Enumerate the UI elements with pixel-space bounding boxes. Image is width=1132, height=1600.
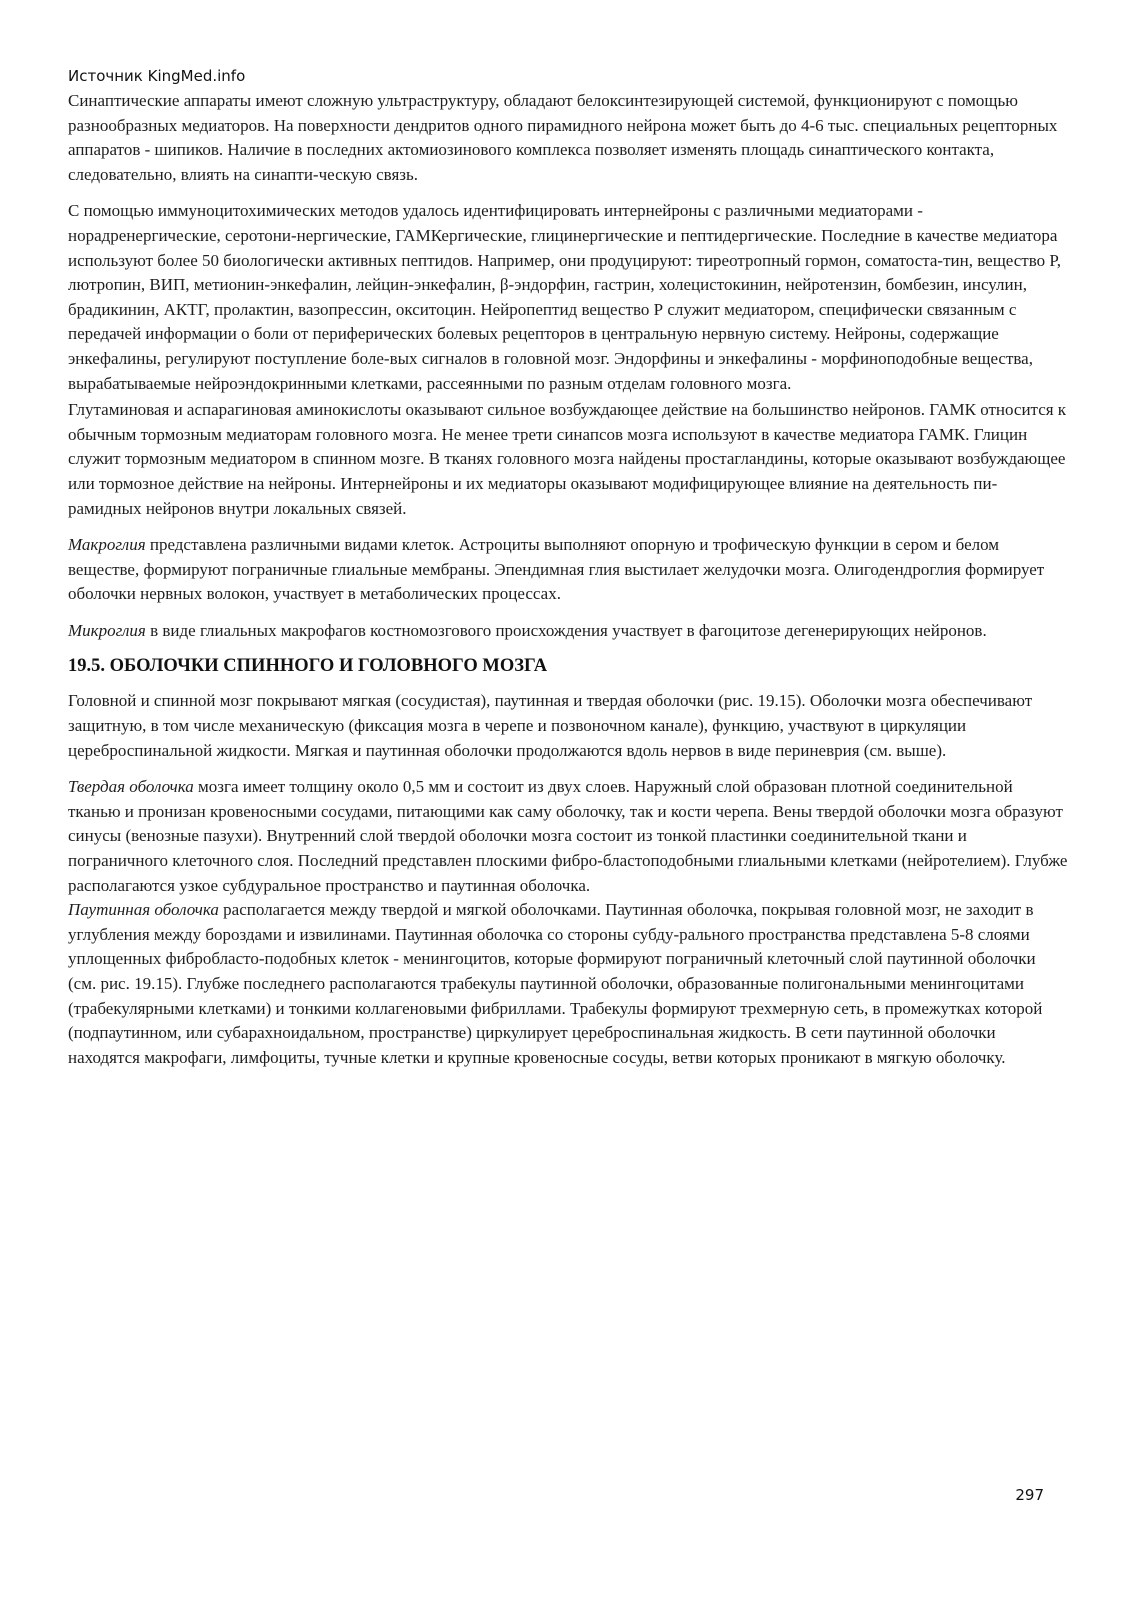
microglia-text: в виде глиальных макрофагов костномозгового происхождения участвует в фагоцитозе дегенерирующих нейронов. (145, 620, 987, 640)
paragraph-amino-acids: Глутаминовая и аспарагиновая аминокислоты оказывают сильное возбуждающее действие на большинство нейронов. ГАМК относится к обычным тормозным медиаторам головного мозга. Не менее трети синапсов мозга используют в качестве медиатора ГАМК. Глицин служит тормозным медиатором в спинном мозге. В тканях головного мозга найдены простагландины, которые оказывают возбуждающее или тормозное действие на нейроны. Интернейроны и их медиаторы оказывают модифицирующее влияние на деятельность пи-рамидных нейронов внутри локальных связей. (68, 400, 1067, 518)
paragraph-dura-mater (68, 775, 1068, 898)
paragraph-arachnoid (68, 898, 1068, 1070)
page-body (68, 89, 1068, 1070)
term-arachnoid: Паутинная оболочка (68, 900, 219, 920)
term-dura-mater: Твердая оболочка (68, 777, 194, 797)
term-microglia: Микроглия (68, 620, 146, 640)
macroglia-text: представлена различными видами клеток. Астроциты выполняют опорную и трофическую функции в сером и белом веществе, формируют пограничные глиальные мембраны. Эпендимная глия выстилает желудочки мозга. Олигодендроглия формирует оболочки нервных волокон, участвует в метаболических процессах. (68, 535, 1045, 604)
paragraph-meninges-overview: Головной и спинной мозг покрывают мягкая (сосудистая), паутинная и твердая оболочки (рис. 19.15). Оболочки мозга обеспечивают защитную, в том числе механическую (фиксация мозга в черепе и позвоночном канале), функцию, участвуют в циркуляции цереброспинальной жидкости. Мягкая и паутинная оболочки продолжаются вдоль нервов в виде периневрия (см. выше). (68, 691, 1033, 760)
page-number: 297 (1015, 1486, 1044, 1504)
paragraph-synaptic-apparatus: Синаптические аппараты имеют сложную ультраструктуру, обладают белоксинтезирующей системой, функционируют с помощью разнообразных медиаторов. На поверхности дендритов одного пирамидного нейрона может быть до 4-6 тыс. специальных рецепторных аппаратов - шипиков. Наличие в последних актомиозинового комплекса позволяет изменять площадь синаптического контакта, следовательно, влиять на синапти-ческую связь. (68, 91, 1058, 184)
paragraph-interneuron-mediators: С помощью иммуноцитохимических методов удалось идентифицировать интернейроны с различными медиаторами - норадренергические, серотони-нергические, ГАМКергические, глицинергические и пептидергические. Последние в качестве медиатора используют более 50 биологически активных пептидов. Например, они продуцируют: тиреотропный гормон, соматоста-тин, вещество Р, лютропин, ВИП, метионин-энкефалин, лейцин-энкефалин, β-эндорфин, гастрин, холецистокинин, нейротензин, бомбезин, инсулин, брадикинин, АКТГ, пролактин, вазопрессин, окситоцин. Нейропептид вещество Р служит медиатором, специфически связанным с передачей информации о боли от периферических болевых рецепторов в центральную нервную систему. Нейроны, содержащие энкефалины, регулируют поступление боле-вых сигналов в головной мозг. Эндорфины и энкефалины - морфиноподобные вещества, вырабатываемые нейроэндокринными клетками, рассеянными по разным отделам головного мозга. (68, 201, 1061, 393)
paragraph-macroglia (68, 533, 1068, 607)
term-macroglia: Макроглия (68, 535, 146, 555)
arachnoid-text: располагается между твердой и мягкой оболочками. Паутинная оболочка, покрывая головной мозг, не заходит в углубления между бороздами и извилинами. Паутинная оболочка со стороны субду-рального пространства представлена 5-8 слоями уплощенных фибробласто-подобных клеток - менингоцитов, которые формируют пограничный клеточный слой паутинной оболочки (см. рис. 19.15). Глубже последнего располагаются трабекулы паутинной оболочки, образованные полигональными менингоцитами (трабекулярными клетками) и тонкими коллагеновыми фибриллами. Трабекулы формируют трехмерную сеть, в промежутках которой (подпаутинном, или субарахноидальном, пространстве) циркулирует цереброспинальная жидкость. В сети паутинной оболочки находятся макрофаги, лимфоциты, тучные клетки и крупные кровеносные сосуды, ветви которых проникают в мягкую оболочку. (68, 900, 1043, 1067)
section-heading: 19.5. ОБОЛОЧКИ СПИННОГО И ГОЛОВНОГО МОЗГА (68, 656, 548, 677)
paragraph-microglia (68, 619, 1068, 644)
source-header: Источник KingMed.info (68, 67, 246, 85)
dura-mater-text: мозга имеет толщину около 0,5 мм и состоит из двух слоев. Наружный слой образован плотной соединительной тканью и пронизан кровеносными сосудами, питающими как саму оболочку, так и кости черепа. Вены твердой оболочки мозга образуют синусы (венозные пазухи). Внутренний слой твердой оболочки мозга состоит из тонкой пластинки соединительной ткани и пограничного клеточного слоя. Последний представлен плоскими фибро-бластоподобными глиальными клетками (нейротелием). Глубже располагаются узкое субдуральное пространство и паутинная оболочка. (68, 777, 1068, 895)
